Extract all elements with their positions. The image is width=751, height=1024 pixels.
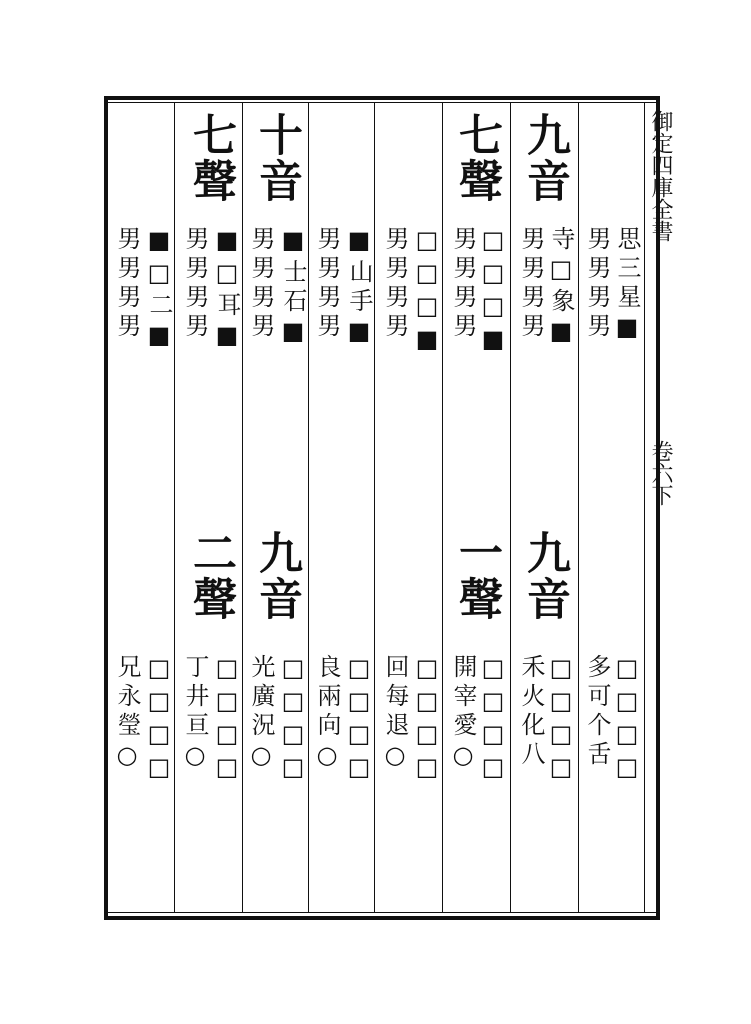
margin-volume-label: 卷六下 xyxy=(648,440,673,506)
cell-row1: 寺□象■ xyxy=(547,226,575,350)
top-border-thick xyxy=(108,96,660,100)
left-border-thick xyxy=(104,96,108,920)
cell-row3: 回每退○ xyxy=(381,654,409,774)
column-heading-bottom: 九音 xyxy=(251,530,302,622)
bottom-border-thick xyxy=(108,916,660,920)
cell-row2: 男男男男 xyxy=(381,226,409,342)
cell-row4: □□□□ xyxy=(547,654,575,786)
margin-book-title: 御定四庫全書 xyxy=(648,110,673,242)
column-divider xyxy=(510,103,511,912)
cell-row1: ■□耳■ xyxy=(213,226,241,354)
column-divider xyxy=(442,103,443,912)
cell-row3: 禾火化八 xyxy=(517,654,545,770)
cell-row2: 男男男男 xyxy=(517,226,545,342)
cell-row1: □□□■ xyxy=(479,226,507,358)
cell-row1: ■山手■ xyxy=(345,226,373,350)
cell-row1: ■□二■ xyxy=(145,226,173,354)
bottom-border-thin xyxy=(108,912,660,913)
cell-row4: □□□□ xyxy=(213,654,241,786)
column-divider xyxy=(374,103,375,912)
cell-row2: 男男男男 xyxy=(313,226,341,342)
column-heading-bottom: 九音 xyxy=(519,530,570,622)
cell-row4: □□□□ xyxy=(613,654,641,786)
cell-row4: □□□□ xyxy=(345,654,373,786)
cell-row1: 思三星■ xyxy=(613,226,641,346)
cell-row2: 男男男男 xyxy=(247,226,275,342)
column-divider xyxy=(242,103,243,912)
cell-row2: 男男男男 xyxy=(449,226,477,342)
cell-row4: □□□□ xyxy=(479,654,507,786)
column-heading-bottom: 一聲 xyxy=(451,530,502,622)
column-divider xyxy=(644,103,645,912)
cell-row3: 良兩向○ xyxy=(313,654,341,774)
column-divider xyxy=(578,103,579,912)
cell-row3: 兄永瑩○ xyxy=(113,654,141,774)
cell-row4: □□□□ xyxy=(279,654,307,786)
cell-row3: 多可个舌 xyxy=(583,654,611,770)
cell-row3: 丁井亘○ xyxy=(181,654,209,774)
column-heading-top: 七聲 xyxy=(185,112,236,204)
column-heading-top: 七聲 xyxy=(451,112,502,204)
cell-row2: 男男男男 xyxy=(583,226,611,342)
cell-row3: 開宰愛○ xyxy=(449,654,477,774)
cell-row1: □□□■ xyxy=(413,226,441,358)
cell-row1: ■士石■ xyxy=(279,226,307,350)
cell-row2: 男男男男 xyxy=(181,226,209,342)
column-divider xyxy=(308,103,309,912)
cell-row2: 男男男男 xyxy=(113,226,141,342)
column-heading-top: 十音 xyxy=(251,112,302,204)
cell-row4: □□□□ xyxy=(145,654,173,786)
column-divider xyxy=(174,103,175,912)
cell-row4: □□□□ xyxy=(413,654,441,786)
cell-row3: 光廣況○ xyxy=(247,654,275,774)
column-heading-top: 九音 xyxy=(519,112,570,204)
column-heading-bottom: 二聲 xyxy=(185,530,236,622)
